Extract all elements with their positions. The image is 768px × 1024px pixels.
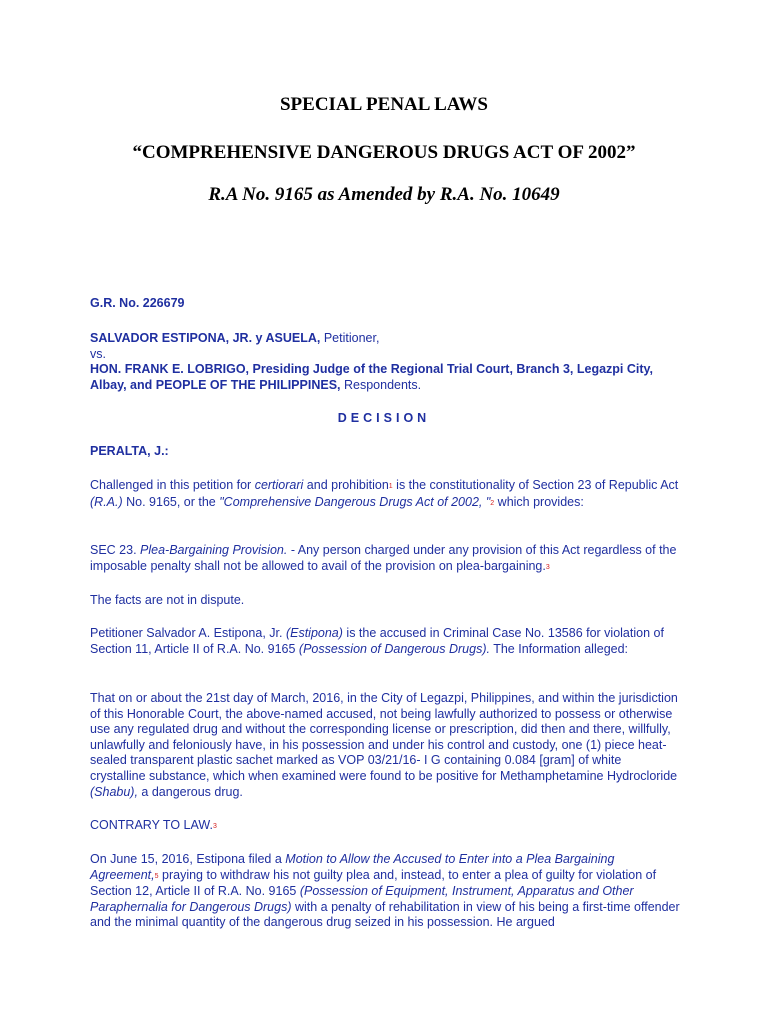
text-run: No. 9165, or the	[122, 494, 220, 509]
paragraph-contrary	[90, 818, 680, 835]
text-run: That on or about the 21st day of March, 2016, in the City of Legazpi, Philippines, and within the jurisdiction of this Honorable Court, the above-named accused, not being lawfully authorized to possess or otherwise use any regulated drug and without the corresponding license or prescription, did then and there, willfully, unlawfully and feloniously have, in his possession and under his control and custody, one (1) piece heat-sealed transparent plastic sachet marked as VOP 03/21/16- I G containing 0.084 [gram] of white crystalline substance, which when examined were found to be positive for Methamphetamine Hydrocloride	[90, 691, 678, 783]
text-run: Challenged in this petition for	[90, 478, 255, 492]
footnote-link[interactable]: 1	[388, 483, 393, 490]
paragraph-petitioner	[90, 626, 680, 657]
text-run: On June 15, 2016, Estipona filed a	[90, 852, 286, 866]
paragraph-facts: The facts are not in dispute.	[90, 593, 245, 607]
decision-heading: DECISION	[337, 411, 431, 425]
text-run: and prohibition	[303, 478, 389, 492]
text-run: - Any person charged under any provision of this Act regardless of the imposable penalty shall not be allowed to avail of the provision on plea-bargaining.	[90, 543, 677, 573]
respondents-names: HON. FRANK E. LOBRIGO, Presiding Judge of the Regional Trial Court, Branch 3, Legazpi City, Albay, and PEOPLE OF THE PHILIPPINES,	[90, 362, 654, 392]
text-run: is the accused in Criminal Case No. 13586 for violation of Section 11, Article II of R.A. No. 9165	[90, 626, 664, 656]
footnote-link[interactable]: 3	[545, 563, 550, 571]
text-run-italic: (Possession of Dangerous Drugs).	[298, 641, 490, 656]
case-parties	[90, 331, 680, 393]
text-run: is the constitutionality of Section 23 of Republic Act	[392, 478, 679, 492]
versus-text: vs.	[90, 346, 106, 361]
paragraph-motion	[90, 852, 680, 931]
text-run: CONTRARY TO LAW.	[90, 818, 213, 832]
text-run: a dangerous drug.	[137, 784, 243, 799]
text-run-italic: (Possession of Equipment, Instrument, Apparatus and Other Paraphernalia for Dangerous Drugs)	[90, 884, 634, 914]
paragraph-sec23	[90, 543, 680, 575]
respondents-role: Respondents.	[340, 377, 422, 392]
ponente: PERALTA, J.:	[90, 444, 169, 458]
text-run: Petitioner Salvador A. Estipona, Jr.	[90, 626, 286, 640]
text-run: which provides:	[494, 494, 584, 509]
text-run-italic: Plea-Bargaining Provision.	[140, 543, 288, 557]
text-run-italic: (Shabu),	[90, 784, 138, 799]
text-run-italic: Motion to Allow the Accused to Enter into a Plea Bargaining Agreement,	[90, 852, 615, 882]
text-run: SEC 23.	[90, 543, 141, 557]
case-number: G.R. No. 226679	[90, 296, 185, 310]
document-subtitle: “COMPREHENSIVE DANGEROUS DRUGS ACT OF 2002”	[132, 142, 636, 163]
paragraph-information	[90, 691, 680, 800]
text-run: The Information alleged:	[489, 641, 629, 656]
petitioner-name: SALVADOR ESTIPONA, JR. y ASUELA,	[90, 331, 321, 345]
text-run: praying to withdraw his not guilty plea and, instead, to enter a plea of guilty for violation of Section 12, Article II of R.A. No. 9165	[90, 867, 657, 899]
paragraph-challenge	[90, 478, 680, 511]
text-run-italic: (Estipona)	[285, 626, 343, 640]
petitioner-role: Petitioner,	[320, 331, 380, 345]
document-title: SPECIAL PENAL LAWS	[279, 94, 488, 115]
text-run-italic: certiorari	[254, 478, 304, 492]
text-run: with a penalty of rehabilitation in view of his being a first-time offender and the minimal quantity of the dangerous drug seized in his possession. He argued	[90, 899, 680, 930]
footnote-link[interactable]: 2	[490, 499, 495, 507]
footnote-link[interactable]: 3	[212, 823, 217, 830]
text-run-italic: "Comprehensive Dangerous Drugs Act of 2002, "	[219, 494, 491, 509]
document-law-reference: R.A No. 9165 as Amended by R.A. No. 10649	[208, 184, 560, 205]
text-run-italic: (R.A.)	[90, 494, 123, 509]
footnote-link[interactable]: 5	[154, 872, 159, 880]
